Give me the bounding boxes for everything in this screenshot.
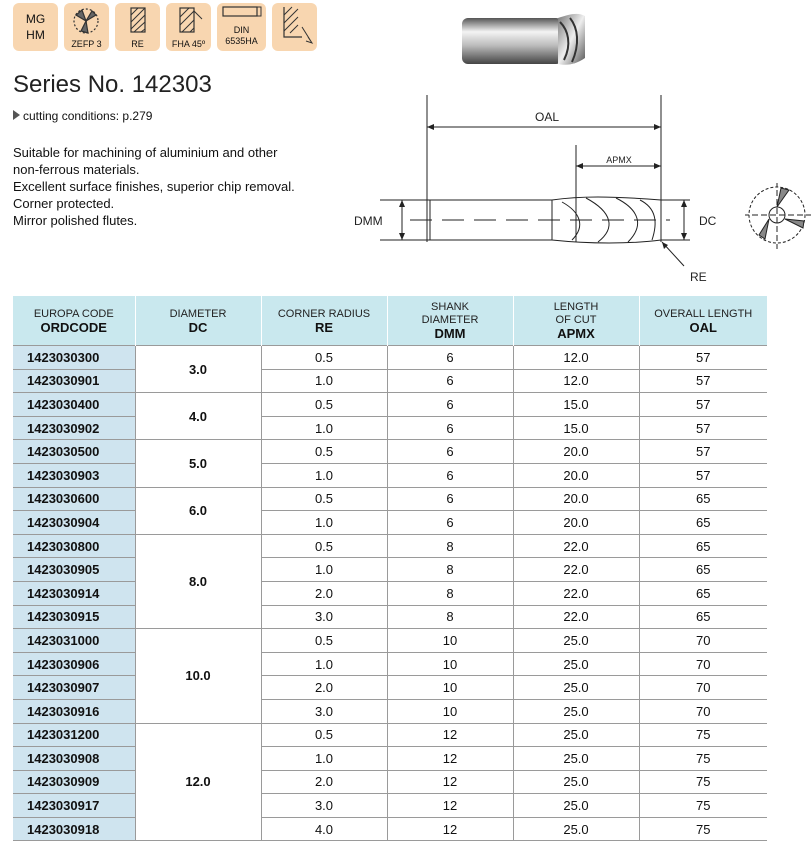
shank-diameter-cell: 6	[387, 416, 513, 440]
length-of-cut-cell: 22.0	[513, 581, 639, 605]
overall-length-cell: 70	[639, 676, 767, 700]
shank-diameter-cell: 12	[387, 747, 513, 771]
page-title: Series No. 142303	[13, 71, 212, 98]
shank-diameter-cell: 6	[387, 393, 513, 417]
order-code-cell: 1423030906	[13, 652, 135, 676]
center-cutting-badge	[272, 3, 317, 51]
overall-length-cell: 57	[639, 393, 767, 417]
order-code-cell: 1423030400	[13, 393, 135, 417]
table-row	[13, 346, 767, 370]
length-of-cut-cell: 22.0	[513, 605, 639, 629]
header-diameter: DIAMETER DC	[135, 296, 261, 346]
tool-photo	[460, 0, 590, 76]
corner-radius-cell: 1.0	[261, 652, 387, 676]
overall-length-cell: 75	[639, 770, 767, 794]
length-of-cut-cell: 22.0	[513, 534, 639, 558]
table-row	[13, 723, 767, 747]
length-of-cut-cell: 25.0	[513, 817, 639, 841]
diameter-cell: 8.0	[135, 534, 261, 628]
spec-table	[13, 296, 767, 841]
length-of-cut-cell: 20.0	[513, 440, 639, 464]
shank-diameter-cell: 12	[387, 817, 513, 841]
center-cutting-icon	[272, 3, 317, 51]
description-line: Suitable for machining of aluminium and other	[13, 145, 278, 160]
order-code-cell: 1423030905	[13, 558, 135, 582]
header-overall-length: OVERALL LENGTH OAL	[639, 296, 767, 346]
shank-diameter-cell: 8	[387, 605, 513, 629]
length-of-cut-cell: 15.0	[513, 393, 639, 417]
table-row	[13, 581, 767, 605]
order-code-cell: 1423030907	[13, 676, 135, 700]
length-of-cut-cell: 20.0	[513, 511, 639, 535]
re-label: RE	[690, 270, 707, 284]
overall-length-cell: 65	[639, 581, 767, 605]
corner-radius-cell: 4.0	[261, 817, 387, 841]
shank-diameter-cell: 8	[387, 581, 513, 605]
table-row	[13, 629, 767, 653]
length-of-cut-cell: 12.0	[513, 346, 639, 370]
shank-diameter-cell: 6	[387, 511, 513, 535]
order-code-cell: 1423031200	[13, 723, 135, 747]
table-row	[13, 487, 767, 511]
corner-radius-cell: 0.5	[261, 393, 387, 417]
dc-label: DC	[699, 214, 717, 228]
overall-length-cell: 70	[639, 629, 767, 653]
shank-diameter-cell: 10	[387, 699, 513, 723]
overall-length-cell: 57	[639, 416, 767, 440]
overall-length-cell: 70	[639, 699, 767, 723]
overall-length-cell: 57	[639, 463, 767, 487]
order-code-cell: 1423030903	[13, 463, 135, 487]
length-of-cut-cell: 15.0	[513, 416, 639, 440]
length-of-cut-cell: 12.0	[513, 369, 639, 393]
corner-radius-cell: 0.5	[261, 487, 387, 511]
corner-radius-cell: 0.5	[261, 629, 387, 653]
shank-diameter-cell: 10	[387, 676, 513, 700]
shank-diameter-cell: 8	[387, 558, 513, 582]
diameter-cell: 12.0	[135, 723, 261, 841]
shank-diameter-cell: 12	[387, 770, 513, 794]
table-header-row	[13, 296, 767, 346]
corner-radius-cell: 3.0	[261, 794, 387, 818]
table-row	[13, 770, 767, 794]
shank-diameter-cell: 6	[387, 369, 513, 393]
table-row	[13, 794, 767, 818]
oal-label: OAL	[534, 110, 560, 124]
shank-diameter-cell: 10	[387, 629, 513, 653]
table-row	[13, 747, 767, 771]
table-row	[13, 699, 767, 723]
order-code-cell: 1423030500	[13, 440, 135, 464]
material-line1: MG	[25, 12, 46, 26]
diameter-cell: 10.0	[135, 629, 261, 723]
shank-diameter-cell: 6	[387, 463, 513, 487]
header-length-of-cut: LENGTH OF CUT APMX	[513, 296, 639, 346]
table-row	[13, 440, 767, 464]
table-row	[13, 817, 767, 841]
shank-diameter-cell: 6	[387, 346, 513, 370]
description-line: Corner protected.	[13, 196, 115, 211]
corner-radius-cell: 3.0	[261, 605, 387, 629]
shank-diameter-cell: 8	[387, 534, 513, 558]
length-of-cut-cell: 25.0	[513, 699, 639, 723]
overall-length-cell: 75	[639, 723, 767, 747]
header-ordcode: EUROPA CODE ORDCODE	[13, 296, 135, 346]
shank-diameter-cell: 6	[387, 487, 513, 511]
material-badge	[13, 3, 58, 51]
table-row	[13, 534, 767, 558]
corner-radius-cell: 1.0	[261, 747, 387, 771]
order-code-cell: 1423030904	[13, 511, 135, 535]
overall-length-cell: 57	[639, 369, 767, 393]
table-row	[13, 416, 767, 440]
shank-diameter-cell: 12	[387, 794, 513, 818]
table-row	[13, 676, 767, 700]
overall-length-cell: 75	[639, 794, 767, 818]
table-row	[13, 393, 767, 417]
table-row	[13, 463, 767, 487]
order-code-cell: 1423030918	[13, 817, 135, 841]
order-code-cell: 1423030916	[13, 699, 135, 723]
overall-length-cell: 65	[639, 487, 767, 511]
overall-length-cell: 75	[639, 747, 767, 771]
order-code-cell: 1423030902	[13, 416, 135, 440]
length-of-cut-cell: 25.0	[513, 676, 639, 700]
length-of-cut-cell: 25.0	[513, 723, 639, 747]
table-row	[13, 605, 767, 629]
corner-radius-cell: 1.0	[261, 369, 387, 393]
corner-radius-cell: 3.0	[261, 699, 387, 723]
overall-length-cell: 70	[639, 652, 767, 676]
material-line2: HM	[26, 28, 45, 42]
overall-length-cell: 57	[639, 440, 767, 464]
order-code-cell: 1423030300	[13, 346, 135, 370]
order-code-cell: 1423030901	[13, 369, 135, 393]
din-line2: 6535HA	[225, 36, 258, 46]
shank-diameter-cell: 10	[387, 652, 513, 676]
cross-section-icon	[745, 183, 811, 249]
shank-diameter-cell: 6	[387, 440, 513, 464]
corner-radius-cell: 1.0	[261, 511, 387, 535]
header-shank-diameter: SHANK DIAMETER DMM	[387, 296, 513, 346]
zefp-badge	[64, 3, 109, 51]
header-corner-radius: CORNER RADIUS RE	[261, 296, 387, 346]
corner-radius-cell: 2.0	[261, 770, 387, 794]
cutting-conditions-text: cutting conditions: p.279	[23, 109, 153, 123]
order-code-cell: 1423030600	[13, 487, 135, 511]
table-row	[13, 558, 767, 582]
shank-icon	[217, 3, 266, 23]
zefp-label: ZEFP 3	[71, 39, 102, 49]
description-line: non-ferrous materials.	[13, 162, 140, 177]
corner-radius-cell: 0.5	[261, 440, 387, 464]
re-label: RE	[131, 39, 144, 49]
table-body	[13, 346, 767, 841]
corner-radius-cell: 0.5	[261, 346, 387, 370]
table-row	[13, 652, 767, 676]
arrow-right-icon	[13, 110, 20, 120]
table-row	[13, 369, 767, 393]
re-badge	[115, 3, 160, 51]
corner-radius-cell: 0.5	[261, 534, 387, 558]
overall-length-cell: 57	[639, 346, 767, 370]
order-code-cell: 1423031000	[13, 629, 135, 653]
order-code-cell: 1423030915	[13, 605, 135, 629]
corner-radius-cell: 0.5	[261, 723, 387, 747]
length-of-cut-cell: 25.0	[513, 794, 639, 818]
dmm-label: DMM	[354, 214, 383, 228]
description-line: Excellent surface finishes, superior chip removal.	[13, 179, 295, 194]
din-line1: DIN	[233, 25, 250, 35]
diameter-cell: 4.0	[135, 393, 261, 440]
length-of-cut-cell: 25.0	[513, 629, 639, 653]
fha-label: FHA 45º	[171, 39, 206, 49]
corner-radius-icon	[115, 3, 160, 39]
table-row	[13, 511, 767, 535]
overall-length-cell: 75	[639, 817, 767, 841]
corner-radius-cell: 2.0	[261, 581, 387, 605]
length-of-cut-cell: 22.0	[513, 558, 639, 582]
apmx-label: APMX	[606, 155, 632, 165]
three-flute-icon	[64, 3, 109, 39]
overall-length-cell: 65	[639, 605, 767, 629]
length-of-cut-cell: 20.0	[513, 463, 639, 487]
order-code-cell: 1423030914	[13, 581, 135, 605]
description-line: Mirror polished flutes.	[13, 213, 138, 228]
order-code-cell: 1423030800	[13, 534, 135, 558]
overall-length-cell: 65	[639, 558, 767, 582]
diameter-cell: 6.0	[135, 487, 261, 534]
corner-radius-cell: 1.0	[261, 558, 387, 582]
dimension-diagram	[340, 90, 740, 290]
corner-radius-cell: 1.0	[261, 463, 387, 487]
corner-radius-cell: 1.0	[261, 416, 387, 440]
description	[13, 144, 295, 229]
shank-diameter-cell: 12	[387, 723, 513, 747]
din-badge	[217, 3, 266, 51]
overall-length-cell: 65	[639, 511, 767, 535]
order-code-cell: 1423030908	[13, 747, 135, 771]
diameter-cell: 3.0	[135, 346, 261, 393]
order-code-cell: 1423030917	[13, 794, 135, 818]
length-of-cut-cell: 25.0	[513, 747, 639, 771]
length-of-cut-cell: 20.0	[513, 487, 639, 511]
length-of-cut-cell: 25.0	[513, 652, 639, 676]
fha-badge	[166, 3, 211, 51]
cutting-conditions-link[interactable]	[13, 109, 152, 123]
corner-radius-cell: 2.0	[261, 676, 387, 700]
overall-length-cell: 65	[639, 534, 767, 558]
helix-angle-icon	[166, 3, 211, 39]
length-of-cut-cell: 25.0	[513, 770, 639, 794]
order-code-cell: 1423030909	[13, 770, 135, 794]
diameter-cell: 5.0	[135, 440, 261, 487]
